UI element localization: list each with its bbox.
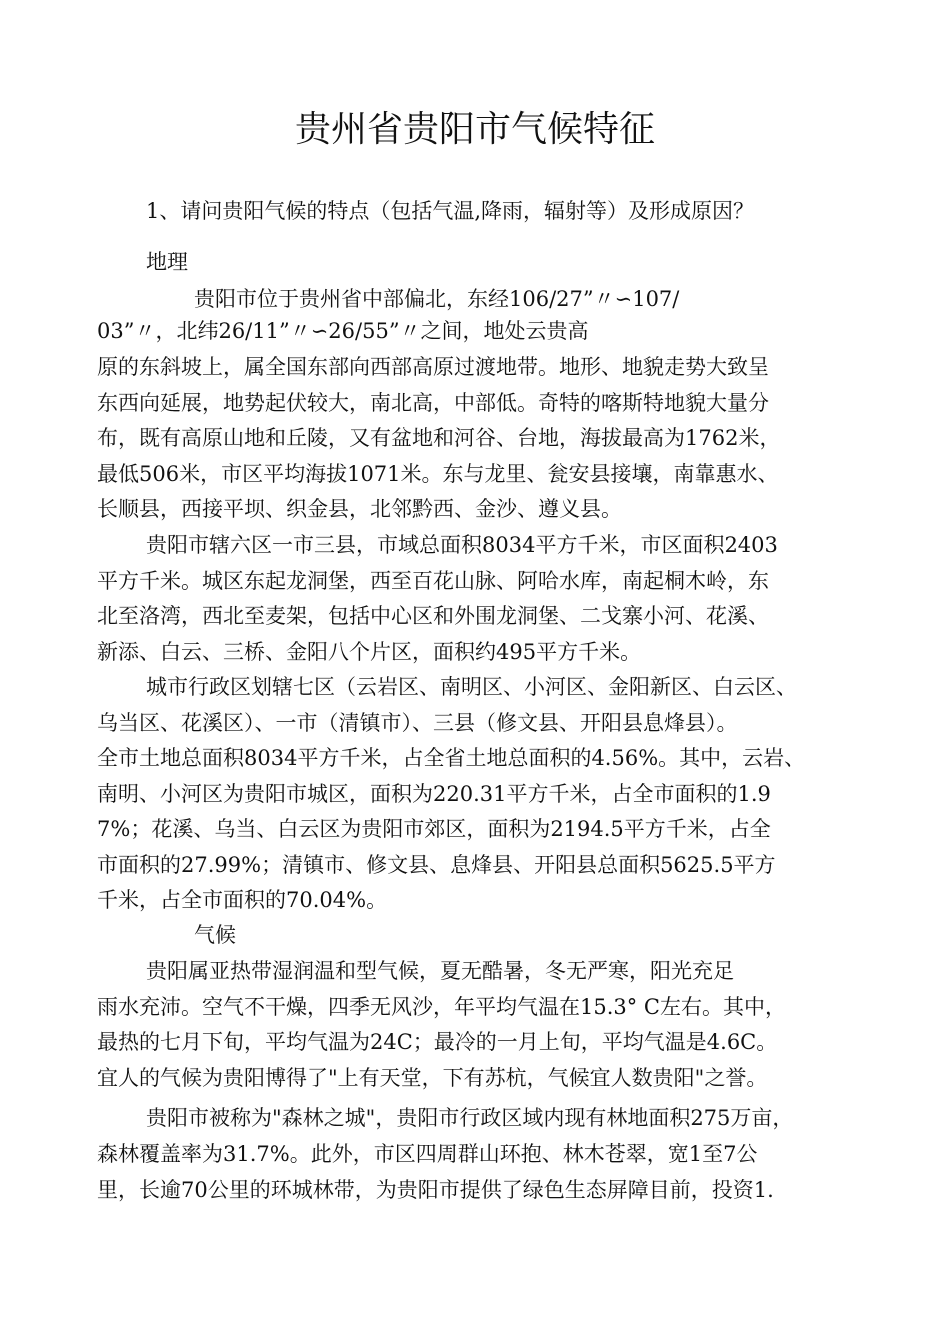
paragraph-line: 03”〃，北纬26/11”〃∽26/55”〃之间，地处云贵高 <box>97 319 589 343</box>
paragraph-line: 原的东斜坡上，属全国东部向西部高原过渡地带。地形、地貌走势大致呈 <box>97 355 769 379</box>
paragraph-line: 全市土地总面积8034平方千米，占全省土地总面积的4.56%。其中，云岩、 <box>97 746 806 770</box>
paragraph-line: 贵阳市被称为"森林之城"，贵阳市行政区域内现有林地面积275万亩， <box>146 1106 794 1130</box>
paragraph-line: 长顺县，西接平坝、织金县，北邻黔西、金沙、遵义县。 <box>97 497 622 521</box>
paragraph-line: 雨水充沛。空气不干燥，四季无风沙，年平均气温在15.3° C左右。其中， <box>97 995 786 1019</box>
paragraph-line: 新添、白云、三桥、金阳八个片区，面积约495平方千米。 <box>97 640 642 664</box>
paragraph-line: 贵阳属亚热带湿润温和型气候，夏无酷暑，冬无严寒，阳光充足 <box>146 959 734 983</box>
paragraph-line: 千米，占全市面积的70.04%。 <box>97 888 388 912</box>
paragraph-line: 北至洛湾，西北至麦架，包括中心区和外围龙洞堡、二戈寨小河、花溪、 <box>97 604 769 628</box>
paragraph-line: 东西向延展，地势起伏较大，南北高，中部低。奇特的喀斯特地貌大量分 <box>97 391 769 415</box>
paragraph-line: 南明、小河区为贵阳市城区，面积为220.31平方千米，占全市面积的1.9 <box>97 782 771 806</box>
paragraph-line: 贵阳市辖六区一市三县，市域总面积8034平方千米，市区面积2403 <box>146 533 778 557</box>
heading-climate: 气候 <box>194 923 236 947</box>
heading-geography: 地理 <box>146 250 188 274</box>
paragraph-line: 里，长逾70公里的环城林带，为贵阳市提供了绿色生态屏障目前，投资1. <box>97 1178 774 1202</box>
paragraph-line: 乌当区、花溪区）、一市（清镇市）、三县（修文县、开阳县息烽县）。 <box>97 711 738 735</box>
paragraph-line: 7%；花溪、乌当、白云区为贵阳市郊区，面积为2194.5平方千米，占全 <box>97 817 771 841</box>
question-text: 1、请问贵阳气候的特点（包括气温,降雨，辐射等）及形成原因？ <box>146 199 755 223</box>
paragraph-line: 最热的七月下旬，平均气温为24C；最冷的一月上旬，平均气温是4.6C。 <box>97 1030 778 1054</box>
paragraph-line: 城市行政区划辖七区（云岩区、南明区、小河区、金阳新区、白云区、 <box>146 675 797 699</box>
paragraph-line: 布，既有高原山地和丘陵，又有盆地和河谷、台地，海拔最高为1762米， <box>97 426 781 450</box>
paragraph-line: 贵阳市位于贵州省中部偏北，东经106/27”〃∽107/ <box>194 287 680 311</box>
paragraph-line: 最低506米，市区平均海拔1071米。东与龙里、瓮安县接壤，南靠惠水、 <box>97 462 779 486</box>
document-title: 贵州省贵阳市气候特征 <box>294 109 655 150</box>
paragraph-line: 森林覆盖率为31.7%。此外，市区四周群山环抱、林木苍翠，宽1至7公 <box>97 1142 758 1166</box>
paragraph-line: 宜人的气候为贵阳博得了"上有天堂，下有苏杭，气候宜人数贵阳"之誉。 <box>97 1066 768 1090</box>
paragraph-line: 市面积的27.99%；清镇市、修文县、息烽县、开阳县总面积5625.5平方 <box>97 853 776 877</box>
paragraph-line: 平方千米。城区东起龙洞堡，西至百花山脉、阿哈水库，南起桐木岭，东 <box>97 569 769 593</box>
